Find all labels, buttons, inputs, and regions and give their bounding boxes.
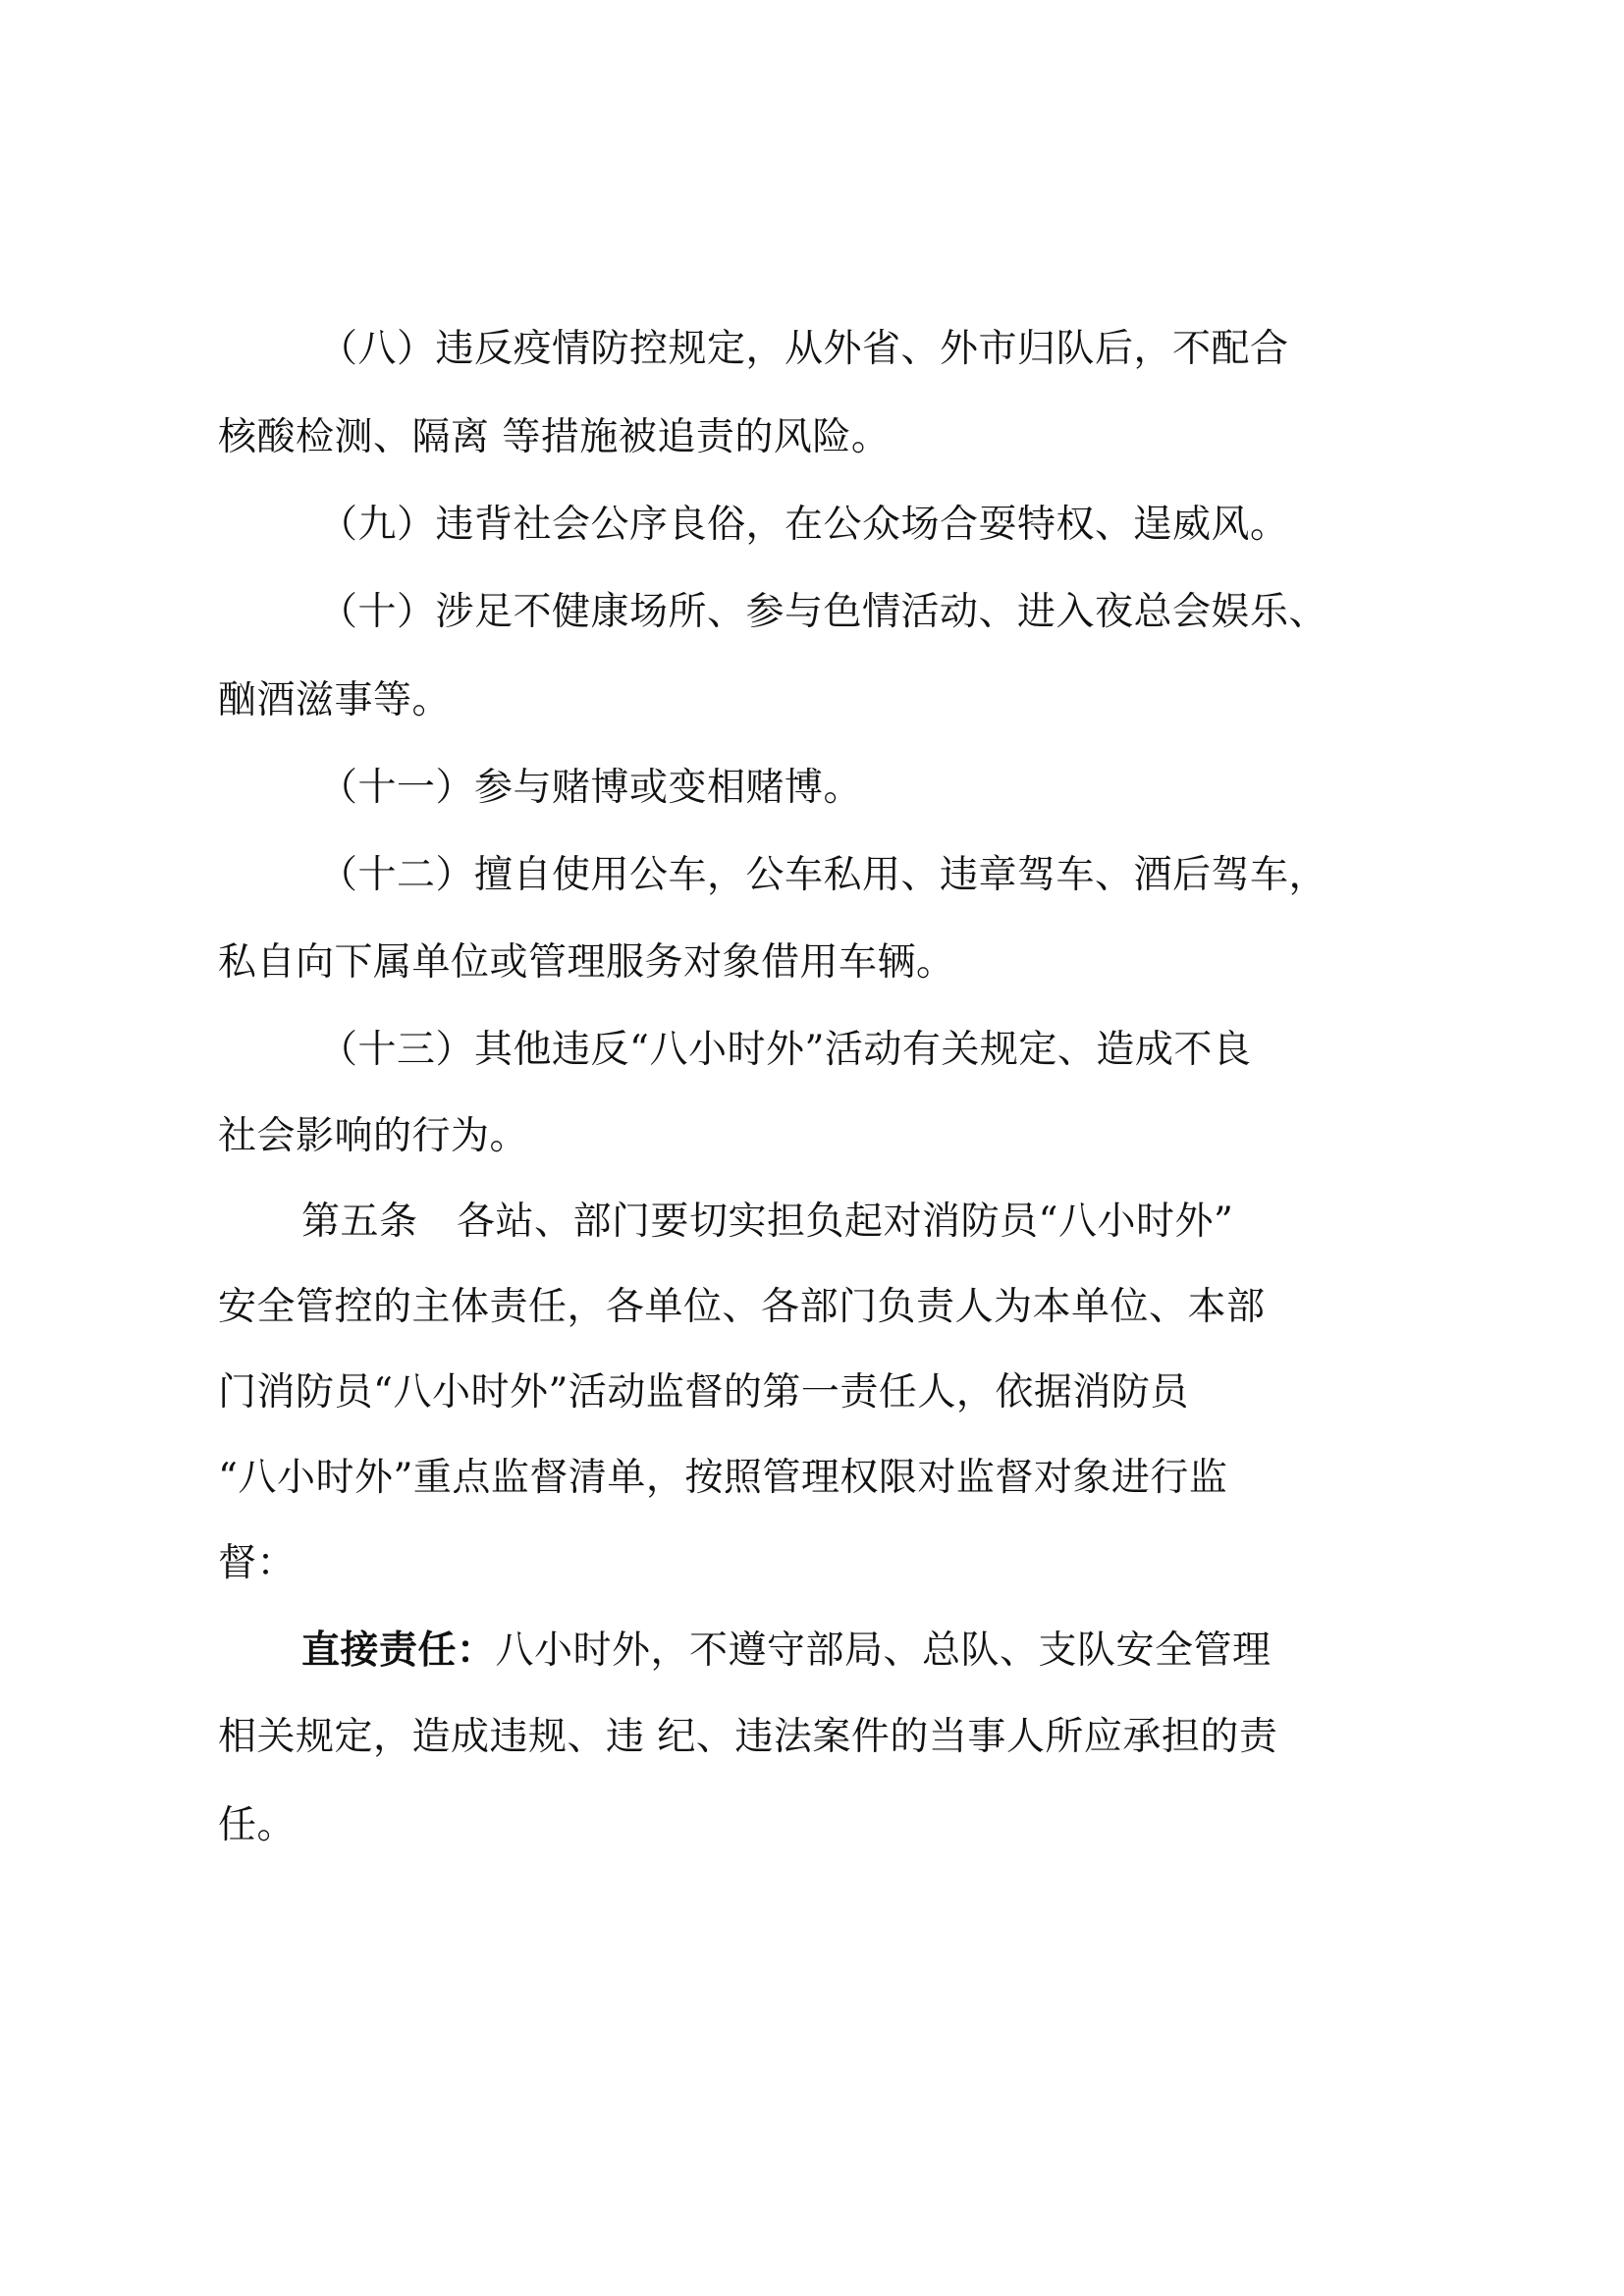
paragraph-item-11: （十一）参与赌博或变相赌博。 [319,766,863,810]
direct-responsibility-line-3: 任。 [218,1803,297,1847]
paragraph-item-9: （九）违背社会公序良俗，在公众场合耍特权、逞威风。 [319,503,1289,547]
direct-responsibility-label: 直接责任： [301,1628,496,1673]
direct-responsibility-text: 八小时外，不遵守部局、总队、支队安全管理 [495,1629,1272,1673]
article-5-line-3: 门消防员“八小时外”活动监督的第一责任人，依据消防员 [218,1370,1189,1415]
paragraph-item-8-line-1: （八）违反疫情防控规定，从外省、外市归队后，不配合 [319,327,1289,371]
direct-responsibility-line-1 [301,1627,1272,1675]
article-5-line-2: 安全管控的主体责任，各单位、各部门负责人为本单位、本部 [218,1285,1266,1329]
paragraph-item-10-line-2: 酗酒滋事等。 [218,678,452,722]
paragraph-item-13-line-1: （十三）其他违反“八小时外”活动有关规定、造成不良 [319,1028,1252,1072]
article-5-line-5: 督： [218,1541,297,1585]
paragraph-item-8-line-2: 核酸检测、隔离 等措施被追责的风险。 [218,415,891,459]
paragraph-item-12-line-1: （十二）擅自使用公车，公车私用、违章驾车、酒后驾车， [319,853,1328,897]
direct-responsibility-line-2: 相关规定，造成违规、违 纪、违法案件的当事人所应承担的责 [218,1715,1278,1759]
paragraph-item-12-line-2: 私自向下属单位或管理服务对象借用车辆。 [218,940,955,985]
article-5-line-1: 第五条 各站、部门要切实担负起对消防员“八小时外” [301,1200,1234,1244]
paragraph-item-13-line-2: 社会影响的行为。 [218,1114,529,1158]
article-5-line-4: “八小时外”重点监督清单，按照管理权限对监督对象进行监 [218,1456,1228,1500]
paragraph-item-10-line-1: （十）涉足不健康场所、参与色情活动、进入夜总会娱乐、 [319,590,1328,634]
